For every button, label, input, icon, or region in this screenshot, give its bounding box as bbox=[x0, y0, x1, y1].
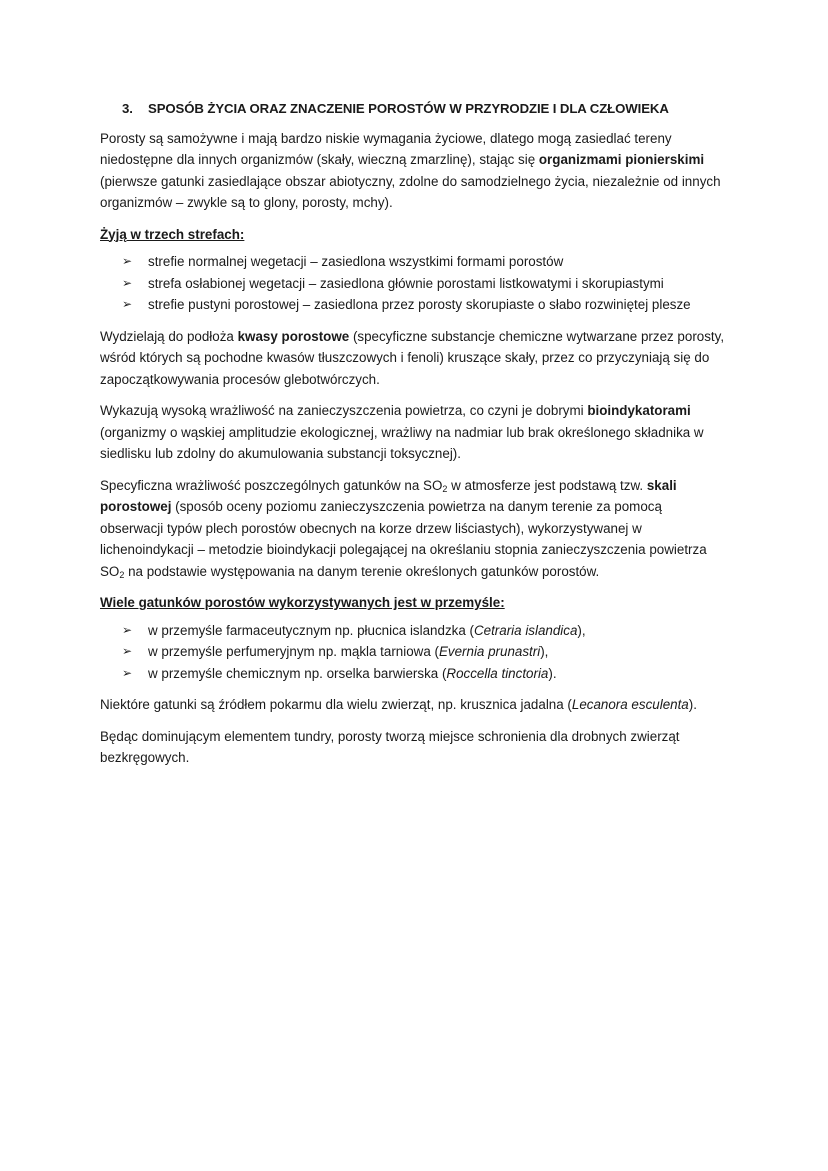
arrow-bullet-icon: ➢ bbox=[122, 275, 133, 290]
term-lichen-acids: kwasy porostowe bbox=[237, 328, 350, 344]
paragraph-bioindicators: Wykazują wysoką wrażliwość na zanieczyszczenia powietrza, co czyni je dobrymi bioindykatorami (organizmy o wąskiej amplitudzie ekologicznej, wrażliwy na nadmiar lub brak określonego składnika w siedlisku lub zdolny do akumulowania substancji toksycznej). bbox=[100, 403, 704, 461]
list-item: ➢ w przemyśle perfumeryjnym np. mąkla tarniowa (Evernia prunastri), bbox=[122, 641, 728, 663]
paragraph-tundra-shelter: Będąc dominującym elementem tundry, porosty tworzą miejsce schronienia dla drobnych zwierząt bezkręgowych. bbox=[100, 728, 680, 765]
section-number: 3. bbox=[122, 101, 133, 116]
arrow-bullet-icon: ➢ bbox=[122, 254, 133, 268]
industry-subheading: Wiele gatunków porostów wykorzystywanych jest w przemyśle: bbox=[100, 595, 505, 610]
section-heading bbox=[122, 98, 728, 120]
list-item: ➢ strefie pustyni porostowej – zasiedlona przez porosty skorupiaste o słabo rozwiniętej plesze bbox=[122, 294, 728, 316]
arrow-bullet-icon: ➢ bbox=[122, 622, 133, 637]
list-item: ➢ strefa osłabionej wegetacji – zasiedlona głównie porostami listkowatymi i skorupiastymi bbox=[122, 273, 728, 295]
term-pioneer-organisms: organizmami pionierskimi bbox=[538, 152, 705, 167]
zones-list bbox=[100, 251, 728, 316]
arrow-bullet-icon: ➢ bbox=[122, 297, 133, 311]
section-title: SPOSÓB ŻYCIA ORAZ ZNACZENIE POROSTÓW W PRZYRODZIE I DLA CZŁOWIEKA bbox=[148, 101, 669, 116]
paragraph-lichen-acids: Wydzielają do podłoża kwasy porostowe (specyficzne substancje chemiczne wytwarzane przez porosty, wśród których są pochodne kwasów tłuszczowych i fenoli) kruszące skały, przez co przyczyniają się do zapoczątkowywania procesów glebotwórczych. bbox=[100, 328, 725, 387]
list-item: ➢ w przemyśle farmaceutycznym np. płucnica islandzka (Cetraria islandica), bbox=[122, 620, 728, 642]
list-item: ➢ w przemyśle chemicznym np. orselka barwierska (Roccella tinctoria). bbox=[122, 663, 728, 685]
paragraph-food-source: Niektóre gatunki są źródłem pokarmu dla wielu zwierząt, np. krusznica jadalna (Lecanora esculenta). bbox=[100, 697, 697, 712]
arrow-bullet-icon: ➢ bbox=[122, 644, 133, 658]
arrow-bullet-icon: ➢ bbox=[122, 665, 133, 680]
term-lichen-scale: skali porostowej bbox=[100, 477, 677, 514]
industry-list bbox=[100, 620, 728, 685]
term-bioindicators: bioindykatorami bbox=[587, 403, 691, 418]
paragraph-lichen-scale: Specyficzna wrażliwość poszczególnych gatunków na $SO_2$ w atmosferze jest podstawą tzw. skali porostowej (sposób oceny poziomu zanieczyszczenia powietrza na danym terenie za pomocą obserwacji typów plech porostów obecnych na korze drzew liściastych), wykorzystywanej w lichenoindykacji – metodzie bioindykacji polegającej na określaniu stopnia zanieczyszczenia powietrza $SO_2$ na podstawie występowania na danym terenie określonych gatunków porostów. bbox=[100, 477, 707, 580]
zones-subheading: Żyją w trzech strefach: bbox=[100, 226, 245, 242]
paragraph-pioneer-organisms: Porosty są samożywne i mają bardzo niskie wymagania życiowe, dlatego mogą zasiedlać tereny niedostępne dla innych organizmów (skały, wieczną zmarzlinę), stając się organizmami pionierskimi (pierwsze gatunki zasiedlające obszar abiotyczny, zdolne do samodzielnego życia, niezależnie od innych organizmów – zwykle są to glony, porosty, mchy). bbox=[100, 130, 721, 210]
list-item: ➢ strefie normalnej wegetacji – zasiedlona wszystkimi formami porostów bbox=[122, 251, 728, 273]
